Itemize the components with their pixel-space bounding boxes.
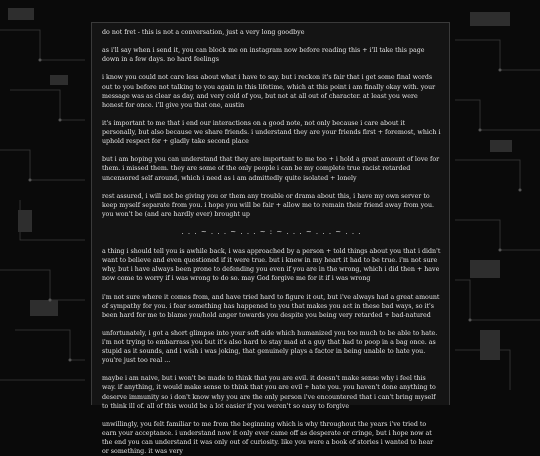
paragraph: i'm not sure where it comes from, and have tried hard to figure it out, but i've always had a great amount of sympathy for you. i fear something has happened to you that makes you act in these bad ways, so it's been hard for me to blame you/hold anger towards you despite you being very retarded + bad-natured	[102, 293, 440, 319]
paragraph: as i'll say when i send it, you can block me on instagram now before reading this + i'll take this page down in a few days. no hard feelings	[102, 47, 425, 64]
paragraph: do not fret - this is not a conversation, just a very long goodbye	[102, 29, 305, 36]
paragraph: a thing i should tell you is awhile back, i was approached by a person + told things about you that i didn't want to believe and even questioned if it were true. but i knew in my heart it had to be true. i'm not sure why, but i have always been prone to defending you even if you are in the wrong, which i did then + have now come to worry if i was wrong to do so. may God forgive me for it if i was wrong	[102, 248, 441, 283]
paragraph: but i am hoping you can understand that they are important to me too + i hold a great amount of love for them. i missed them. they are some of the only people i can be my complete true racist retarded uncensored self around, which i need as i am admittedly quite isolated + lonely	[102, 156, 440, 182]
text-post-panel	[91, 22, 450, 456]
paragraph: i know you could not care less about what i have to say. but i reckon it's fair that i get some final words out to you before not talking to you again in this lifetime, which at this point i am finally okay with. your message was as clear as day, and very cold of you, but not at all out of character. at least you were honest for once. i'll give you that one, austin	[102, 74, 436, 109]
paragraph: rest assured, i will not be giving you or them any trouble or drama about this, i have my own server to keep myself separate from you. i hope you will be fair + allow me to remain their friend away from you. you won't be (and are hardly ever) brought up	[102, 192, 435, 218]
paragraph: maybe i am naive, but i won't be made to think that you are evil. it doesn't make sense why i feel this way. if anything, it would make sense to think that you are evil + hate you. you haven't done anything to deserve immunity so i don't know why you are the only person i've encountered that i can't bring myself to think ill of. all of this would be a lot easier if you weren't so easy to forgive	[102, 375, 436, 410]
paragraph: it's important to me that i end our interactions on a good note, not only because i care about it personally, but also because we share friends. i understand they are your friends first + foremost, which i uphold respect for + gladly take second place	[102, 119, 441, 146]
paragraph: unfortunately, i got a short glimpse into your soft side which humanized you too much to be able to hate. i'm not trying to embarrass you but it's also hard to stay mad at a guy that had to poop in a bag once. as stupid as it sounds, and i wish i was joking, that genuinely plays a factor in being unable to hate you. you're just too real ...	[102, 329, 438, 365]
paragraph: unwillingly, you felt familiar to me from the beginning which is why throughout the years i've tried to earn your acceptance. i understand now it only ever came off as desperate or cringe, but i hope now at the end you can understand it was only out of curiosity. like you were a book of stories i wanted to hear or something. it was very	[102, 420, 434, 456]
decorative-divider: . . . ~ . . . ~ . . . ~ : ~ . . . ~ . . . ~ . . .	[181, 228, 362, 237]
